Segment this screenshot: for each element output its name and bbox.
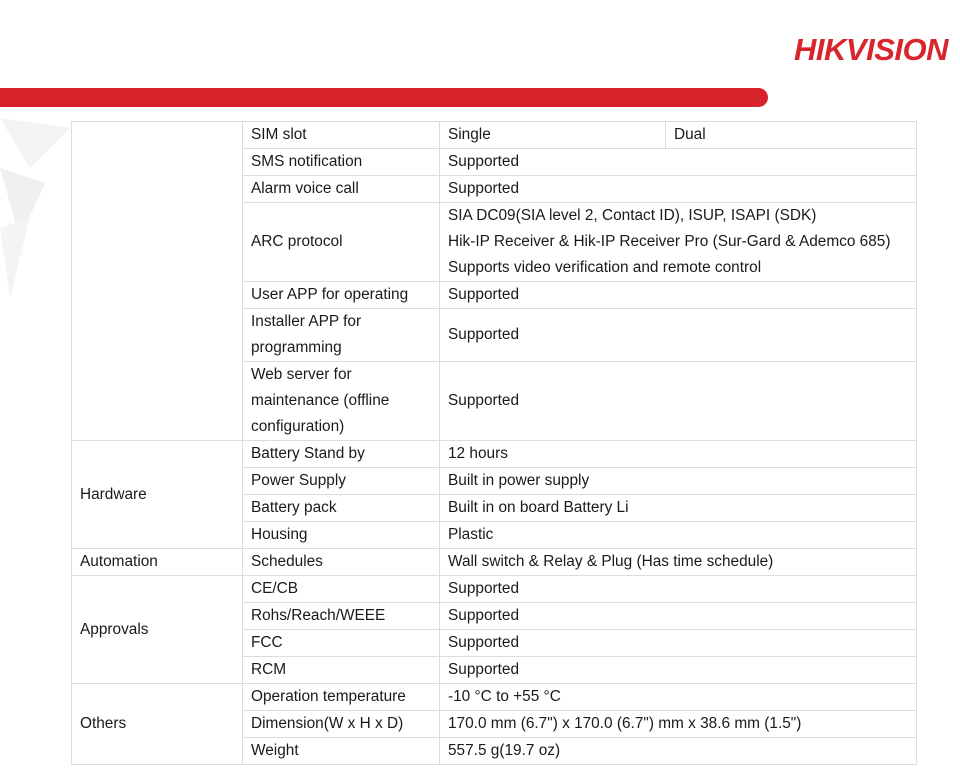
spec-value: Supported (440, 282, 917, 309)
spec-label: SIM slot (243, 122, 440, 149)
spec-value: Supported (440, 309, 917, 362)
spec-label: Schedules (243, 549, 440, 576)
table-row (72, 576, 917, 603)
spec-value: Supported (440, 576, 917, 603)
table-row (72, 441, 917, 468)
spec-label: SMS notification (243, 149, 440, 176)
spec-value: 170.0 mm (6.7") x 170.0 (6.7") mm x 38.6 mm (1.5") (440, 711, 917, 738)
spec-label: Rohs/Reach/WEEE (243, 603, 440, 630)
spec-label: Alarm voice call (243, 176, 440, 203)
arc-line: Supports video verification and remote control (448, 259, 762, 276)
spec-table (71, 121, 917, 765)
spec-label: Weight (243, 738, 440, 765)
category-cell: Hardware (72, 441, 243, 549)
spec-label: User APP for operating (243, 282, 440, 309)
spec-label: CE/CB (243, 576, 440, 603)
header-red-bar (0, 88, 768, 107)
table-row (72, 684, 917, 711)
arc-line: Hik-IP Receiver & Hik-IP Receiver Pro (Sur-Gard & Ademco 685) (448, 233, 891, 250)
spec-value: Supported (440, 657, 917, 684)
spec-value: Supported (440, 176, 917, 203)
arc-line: SIA DC09(SIA level 2, Contact ID), ISUP, ISAPI (SDK) (448, 207, 817, 224)
spec-label: Housing (243, 522, 440, 549)
spec-value: Single (440, 122, 666, 149)
spec-label: Battery Stand by (243, 441, 440, 468)
spec-label: Installer APP for programming (243, 309, 440, 362)
hikvision-logo: HIKVISION (794, 32, 948, 67)
spec-value: Supported (440, 362, 917, 441)
category-cell: Approvals (72, 576, 243, 684)
spec-value: Supported (440, 149, 917, 176)
spec-label: ARC protocol (243, 203, 440, 282)
category-cell: Automation (72, 549, 243, 576)
spec-value: 12 hours (440, 441, 917, 468)
spec-value (440, 203, 917, 282)
spec-value: Supported (440, 630, 917, 657)
table-row (72, 549, 917, 576)
table-row (72, 122, 917, 149)
spec-value: Plastic (440, 522, 917, 549)
spec-value: Built in on board Battery Li (440, 495, 917, 522)
spec-value: -10 °C to +55 °C (440, 684, 917, 711)
spec-label: RCM (243, 657, 440, 684)
spec-value: Wall switch & Relay & Plug (Has time schedule) (440, 549, 917, 576)
category-cell-empty (72, 122, 243, 441)
category-cell: Others (72, 684, 243, 765)
spec-label: FCC (243, 630, 440, 657)
spec-label: Web server for maintenance (offline configuration) (243, 362, 440, 441)
spec-value: Supported (440, 603, 917, 630)
spec-value: 557.5 g(19.7 oz) (440, 738, 917, 765)
spec-value: Dual (666, 122, 917, 149)
spec-label: Power Supply (243, 468, 440, 495)
spec-label: Dimension(W x H x D) (243, 711, 440, 738)
spec-label: Battery pack (243, 495, 440, 522)
spec-label: Operation temperature (243, 684, 440, 711)
spec-value: Built in power supply (440, 468, 917, 495)
